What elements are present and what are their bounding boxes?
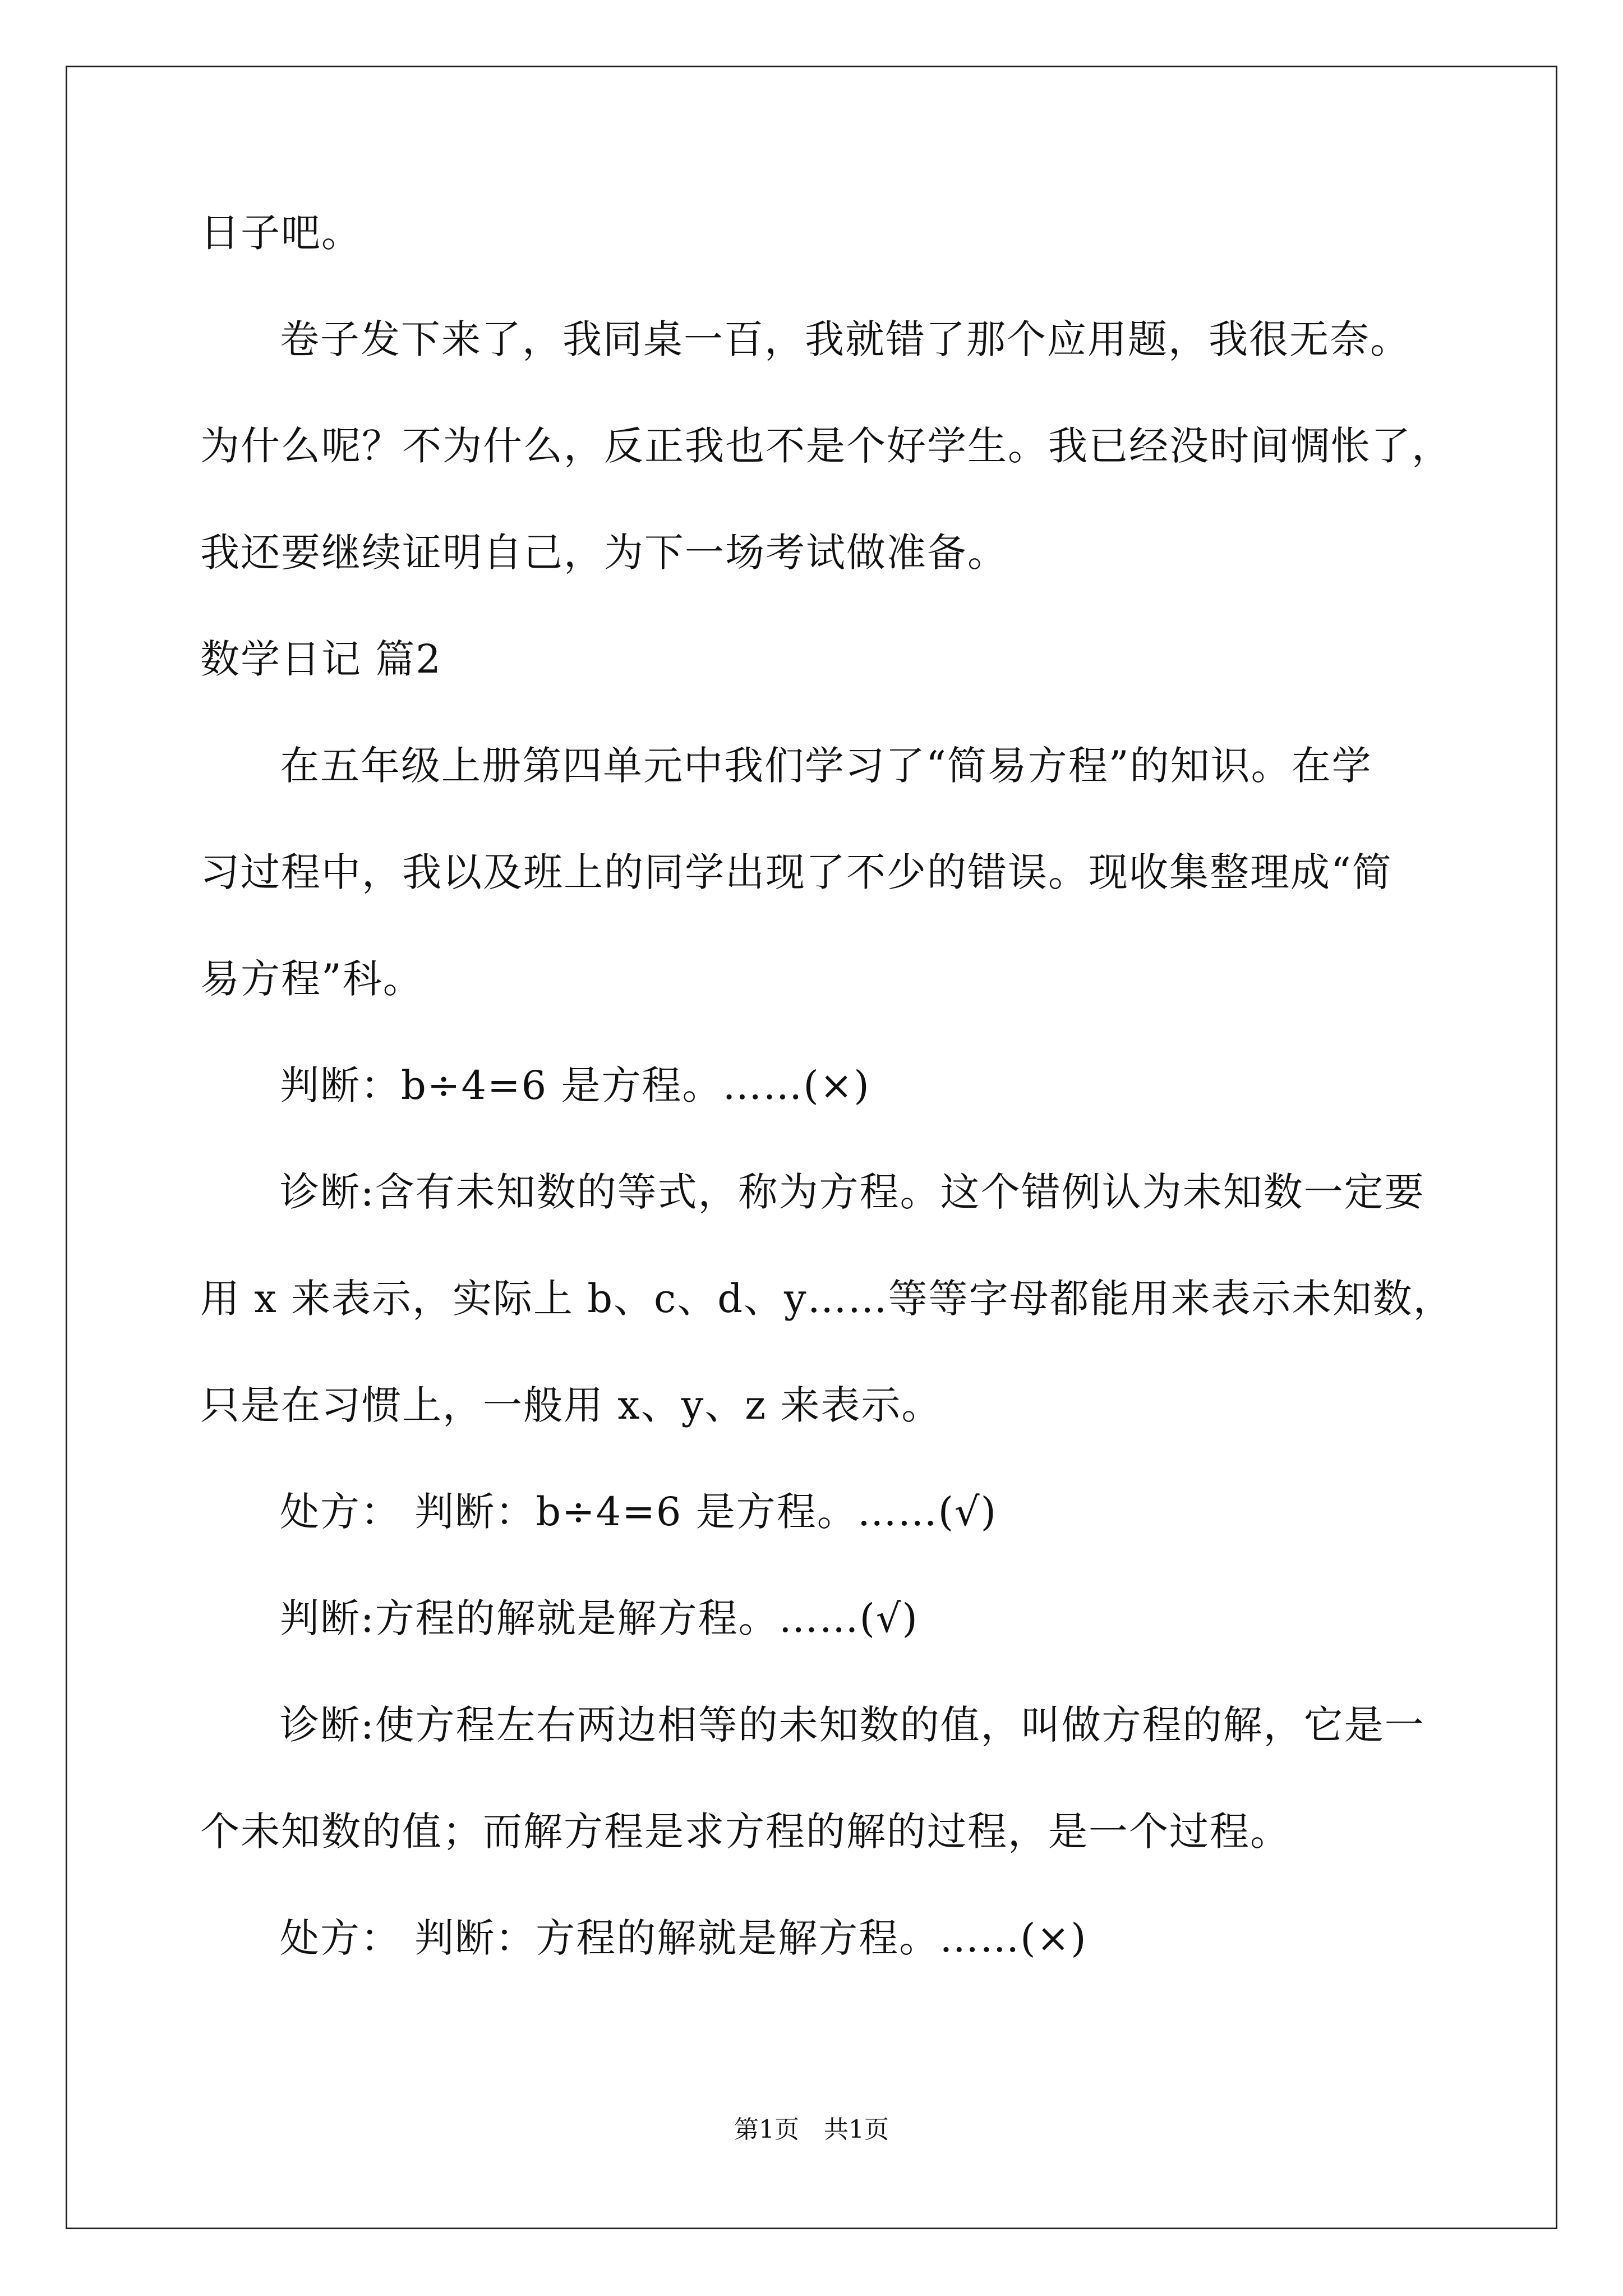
- paragraph-line: 处方： 判断：方程的解就是解方程。……(×): [280, 1915, 1087, 1961]
- paragraph-line: 只是在习惯上，一般用 x、y、z 来表示。: [200, 1382, 942, 1428]
- page-footer: 第1页 共1页: [734, 2115, 889, 2144]
- paragraph-line: 诊断:含有未知数的等式，称为方程。这个错例认为未知数一定要: [280, 1169, 1425, 1215]
- paragraph-line: 个未知数的值；而解方程是求方程的解的过程，是一个过程。: [200, 1809, 1290, 1855]
- paragraph-line: 判断：b÷4=6 是方程。……(×): [280, 1062, 870, 1108]
- paragraph-line: 处方： 判断：b÷4=6 是方程。……(√): [280, 1489, 997, 1535]
- page-border: [66, 66, 1557, 2229]
- paragraph-line: 用 x 来表示，实际上 b、c、d、y……等等字母都能用来表示未知数，: [200, 1276, 1454, 1322]
- paragraph-line: 判断:方程的解就是解方程。……(√): [280, 1595, 919, 1641]
- paragraph-line: 易方程”科。: [200, 956, 423, 1002]
- paragraph-line: 卷子发下来了，我同桌一百，我就错了那个应用题，我很无奈。: [280, 316, 1410, 362]
- paragraph-line: 习过程中，我以及班上的同学出现了不少的错误。现收集整理成“简: [200, 849, 1393, 895]
- paragraph-line: 我还要继续证明自己，为下一场考试做准备。: [200, 530, 1008, 576]
- paragraph-line: 为什么呢？不为什么，反正我也不是个好学生。我已经没时间惆怅了，: [200, 423, 1452, 469]
- paragraph-line: 诊断:使方程左右两边相等的未知数的值，叫做方程的解，它是一: [280, 1702, 1425, 1748]
- paragraph-line: 日子吧。: [200, 210, 362, 256]
- section-heading: 数学日记 篇2: [200, 636, 442, 682]
- paragraph-line: 在五年级上册第四单元中我们学习了“简易方程”的知识。在学: [280, 743, 1372, 789]
